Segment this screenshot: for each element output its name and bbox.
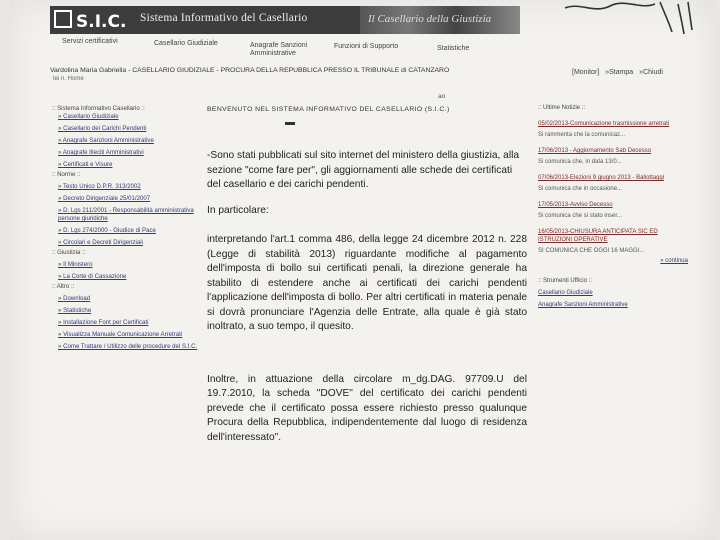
nav-anagrafe-sanzioni[interactable]: Anagrafe Sanzioni Amministrative xyxy=(250,42,308,57)
news-item-title[interactable]: 17/05/2013-Avviso Decesso xyxy=(538,202,613,208)
nav-statistiche[interactable]: Statistiche xyxy=(437,45,470,52)
close-link[interactable]: »Chiudi xyxy=(639,69,663,76)
sidebar-link-manuale[interactable]: » Visualizza Manuale Comunicazione Arretrati xyxy=(52,331,200,339)
separator-mark xyxy=(207,113,527,127)
monitor-link[interactable]: [Monitor] xyxy=(572,69,600,76)
sidebar-link-ministero[interactable]: » Il Ministero xyxy=(52,261,200,269)
news-continue-link[interactable]: » continua xyxy=(660,258,688,264)
handwriting-text: Afferm... xyxy=(560,0,564,1)
announcement-paragraph-2: In particolare: xyxy=(207,204,269,216)
announcement-paragraph-3: interpretando l'art.1 comma 486, della legge 24 dicembre 2012 n. 228 (Legge di stabilità 2013) riguardante modifiche al pagamento dell'imposta di bollo sui certificati penali, la direzione generale ha stabilito di estendere anche ai certificati dei carichi pendenti l'applicazione dell'imposta di bollo. Per altri certificati in materia penale si dovrà pronunciare l'Agenzia delle Entrate, alla quale è già stato inoltrato, a suo tempo, il quesito. xyxy=(207,234,527,332)
sidebar-heading-altro: :: Altro :: xyxy=(52,283,75,290)
nav-servizi-certificativi[interactable]: Servizi certificativi xyxy=(62,38,118,45)
user-info-line: Vardolina Maria Gabriella - CASELLARIO GIUDIZIALE - PROCURA DELLA REPUBBLICA PRESSO IL TRIBUNALE di CATANZARO xyxy=(50,67,450,74)
news-item-excerpt: Si rammenta che la comunicaz... xyxy=(538,132,626,138)
sidebar-link-anagrafe-sanzioni[interactable]: » Anagrafe Sanzioni Amministrative xyxy=(52,137,200,145)
sidebar-link-come-trattare[interactable]: » Come Trattare / Utilizzo delle procedure del S.I.C. xyxy=(52,343,200,351)
news-item-excerpt: Si comunica che si stato inser... xyxy=(538,213,623,219)
page-mark: ao xyxy=(438,93,446,100)
sidebar-link-circolari[interactable]: » Circolari e Decreti Dirigenziali xyxy=(52,239,200,247)
sidebar-link-dlgs-211[interactable]: » D. Lgs 211/2001 - Responsabilità amministrativa persone giuridiche xyxy=(52,207,200,223)
sidebar-link-certificati[interactable]: » Certificati e Visure xyxy=(52,161,200,169)
tool-link-casellario[interactable]: Casellario Giudiziale xyxy=(538,290,593,296)
logo-text: S.I.C. xyxy=(76,12,127,32)
welcome-heading: BENVENUTO NEL SISTEMA INFORMATIVO DEL CASELLARIO (S.I.C.) xyxy=(207,106,450,113)
print-link[interactable]: »Stampa xyxy=(605,69,634,76)
left-sidebar xyxy=(52,103,200,351)
tool-link-anagrafe[interactable]: Anagrafe Sanzioni Amministrative xyxy=(538,302,628,308)
news-item-title[interactable]: 05/02/2013-Comunicazione trasmissione arretrati xyxy=(538,121,670,127)
news-item-excerpt: Si comunica che, in data 13/0... xyxy=(538,159,622,165)
news-item-title[interactable]: 16/05/2013-CHIUSURA ANTICIPATA SIC ED ISTRUZIONI OPERATIVE xyxy=(538,229,658,243)
sidebar-link-cassazione[interactable]: » La Corte di Cassazione xyxy=(52,273,200,281)
nav-funzioni-supporto[interactable]: Funzioni di Supporto xyxy=(334,43,399,50)
logo-square-icon xyxy=(54,10,72,28)
news-item-title[interactable]: 07/06/2013-Elezioni 9 giugno 2013 - Ballottaggi xyxy=(538,175,665,181)
news-item-excerpt: SI COMUNICA CHE OGGI 16 MAGGI... xyxy=(538,248,645,254)
announcement-paragraph-1: -Sono stati pubblicati sul sito internet del ministero della giustizia, alla sezione "come fare per", gli aggiornamenti alle schede dei certificati del casellario e dei carichi pendenti. xyxy=(207,150,520,190)
page-tools xyxy=(572,69,667,76)
sidebar-link-download[interactable]: » Download xyxy=(52,295,200,303)
tools-heading: :: Strumenti Ufficio :: xyxy=(538,278,592,284)
breadcrumb[interactable]: tei n. Home xyxy=(53,76,84,82)
right-sidebar xyxy=(538,104,688,309)
announcement-paragraph-4: Inoltre, in attuazione della circolare m_dg.DAG. 97709.U del 19.7.2010, la scheda "DOVE" del certificato dei carichi pendenti prevede che il certificato possa essere richiesto presso qualunque Procura della Repubblica, indipendentemente dal luogo di residenza dell'interessato". xyxy=(207,373,527,443)
system-title: Sistema Informativo del Casellario xyxy=(140,12,308,24)
header-banner xyxy=(50,6,520,34)
news-heading: :: Ultime Notizie :: xyxy=(538,105,586,111)
sidebar-link-statistiche[interactable]: » Statistiche xyxy=(52,307,200,315)
sidebar-link-carichi-pendenti[interactable]: » Casellario dei Carichi Pendenti xyxy=(52,125,200,133)
header-photo xyxy=(360,6,520,34)
news-item-title[interactable]: 17/06/2013 - Aggiornamento Sab Decesso xyxy=(538,148,652,154)
sidebar-heading-sic: :: Sistema Informativo Casellario :: xyxy=(52,105,145,112)
sidebar-link-dlgs-274[interactable]: » D. Lgs 274/2000 - Giudice di Pace xyxy=(52,227,200,235)
handwriting-scribble xyxy=(560,0,700,40)
sidebar-link-decreto[interactable]: » Decreto Dirigenziale 25/01/2007 xyxy=(52,195,200,203)
sidebar-heading-norme: :: Norme :: xyxy=(52,171,81,178)
sidebar-link-testo-unico[interactable]: » Testo Unico D.P.R. 313/2002 xyxy=(52,183,200,191)
news-item-excerpt: Si comunica che in occasione... xyxy=(538,186,623,192)
header-photo-caption: Il Casellario della Giustizia xyxy=(368,13,492,25)
sidebar-link-anagrafe-illeciti[interactable]: » Anagrafe Illeciti Amministrativi xyxy=(52,149,200,157)
sic-logo[interactable] xyxy=(54,10,134,30)
sidebar-link-font[interactable]: » Installazione Font per Certificati xyxy=(52,319,200,327)
main-content xyxy=(207,106,527,445)
sidebar-link-casellario[interactable]: » Casellario Giudiziale xyxy=(52,113,200,121)
sidebar-heading-giustizia: :: Giustizia :: xyxy=(52,249,86,256)
nav-casellario-giudiziale[interactable]: Casellario Giudiziale xyxy=(154,40,218,47)
